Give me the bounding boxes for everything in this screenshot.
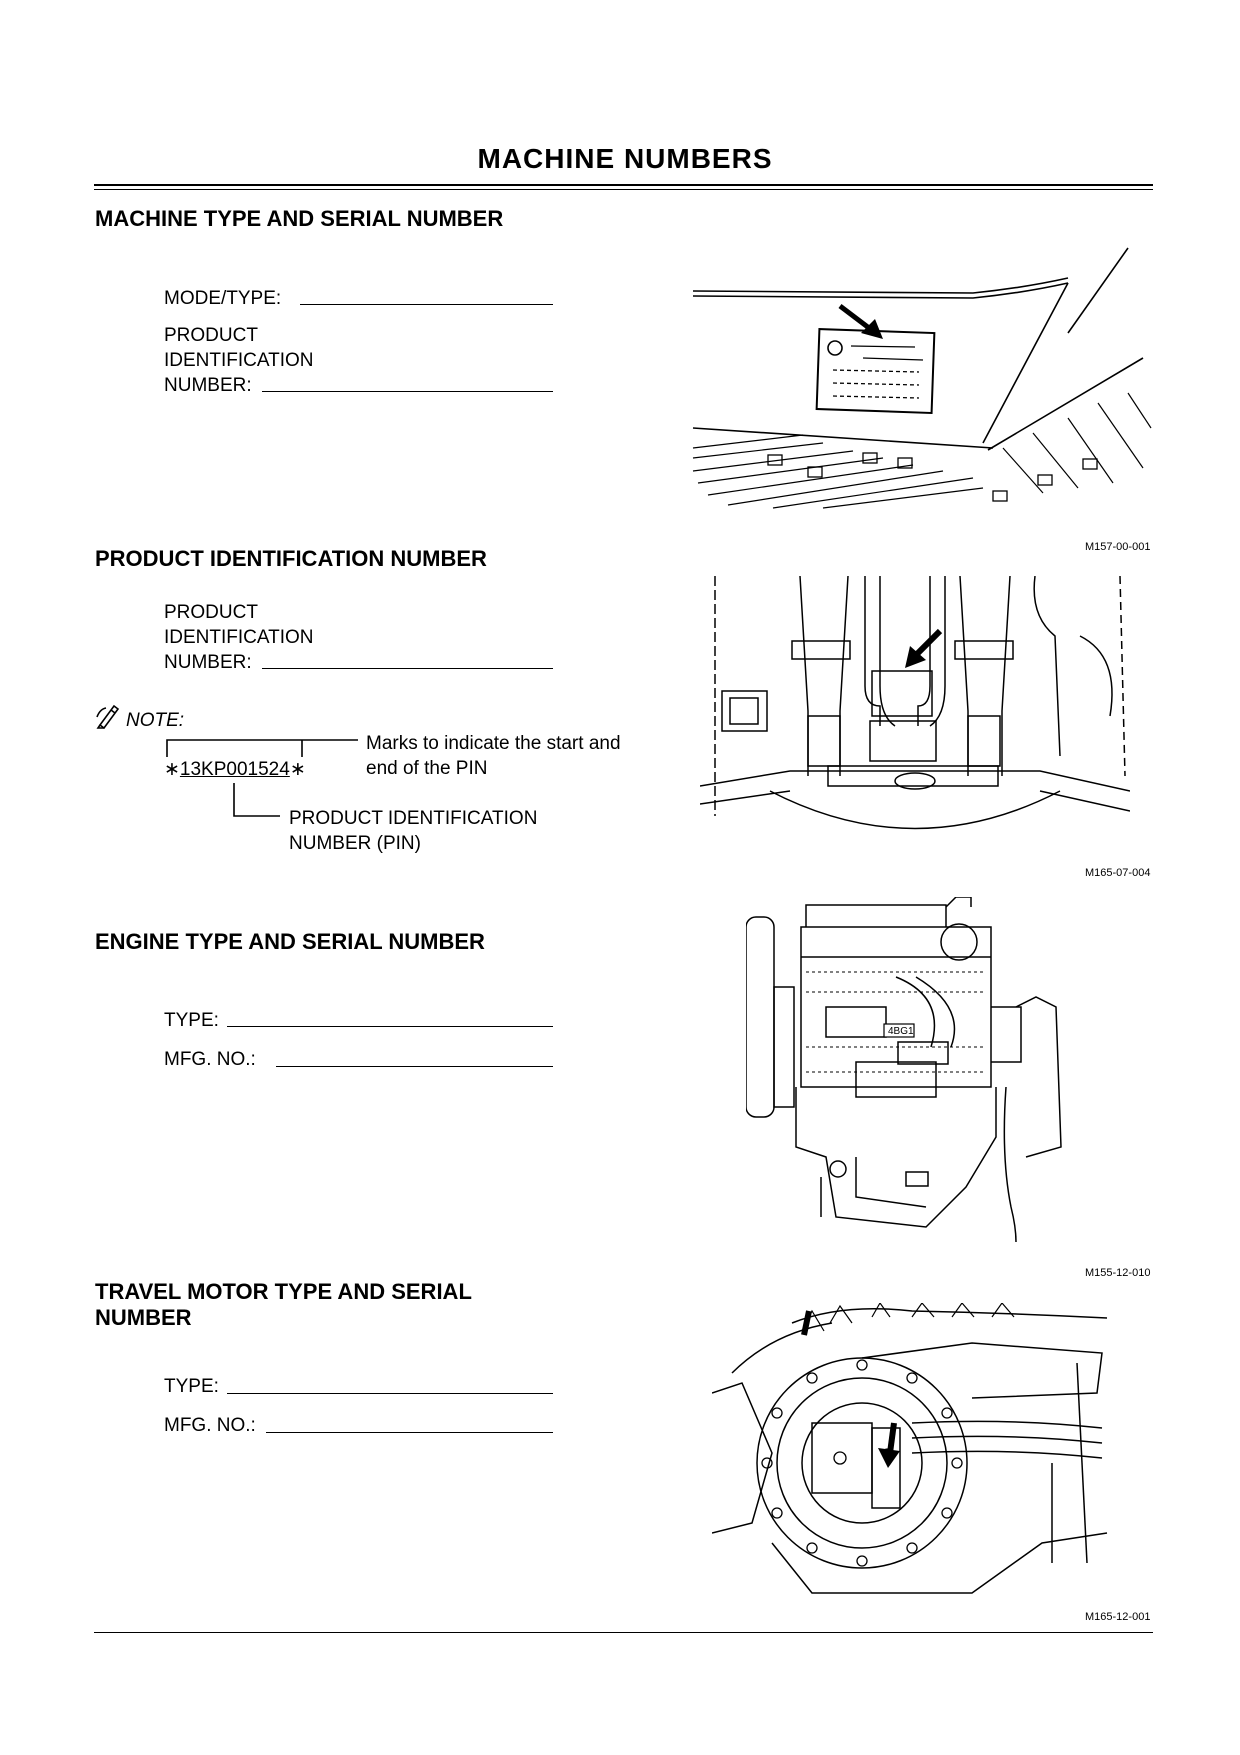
figure-code-1: M157-00-001	[1085, 541, 1151, 553]
engine-figure	[746, 897, 1072, 1252]
footer-rule	[94, 1632, 1153, 1633]
pin-end-marker: ∗	[289, 759, 306, 780]
mode-type-fill-line	[300, 304, 553, 305]
pin2-label-line1: PRODUCT	[164, 602, 258, 623]
pointer-arrow-icon	[804, 1311, 809, 1335]
engine-type-fill-line	[227, 1026, 553, 1027]
note-label: NOTE:	[126, 710, 185, 731]
pin-fill-line	[262, 391, 553, 392]
page-title: MACHINE NUMBERS	[477, 143, 773, 174]
pin-label-line2: IDENTIFICATION	[164, 350, 314, 371]
motor-pointer-arrow-icon	[878, 1423, 900, 1468]
marks-text-line2: end of the PIN	[366, 758, 488, 779]
figure-code-4: M165-12-001	[1085, 1611, 1151, 1623]
travel-motor-figure	[712, 1303, 1114, 1600]
mode-type-label: MODE/TYPE:	[164, 288, 282, 309]
pin2-label-line3: NUMBER:	[164, 652, 252, 673]
pin-location-figure	[700, 576, 1130, 838]
pin-label-caption-line1: PRODUCT IDENTIFICATION	[289, 808, 538, 829]
pin2-fill-line	[262, 668, 553, 669]
pointer-arrow-icon	[905, 631, 940, 668]
travel-mfg-label: MFG. NO.:	[164, 1415, 256, 1436]
figure-code-3: M155-12-010	[1085, 1267, 1151, 1279]
figure-code-2: M165-07-004	[1085, 867, 1151, 879]
pin-example-number: 13KP001524	[179, 759, 290, 780]
engine-mfg-fill-line	[276, 1066, 553, 1067]
travel-mfg-fill-line	[266, 1432, 553, 1433]
nameplate-location-figure	[683, 243, 1153, 511]
pointer-arrow-icon	[840, 306, 883, 339]
section-heading-machine-type: MACHINE TYPE AND SERIAL NUMBER	[95, 206, 504, 231]
title-rule-bottom	[94, 189, 1153, 190]
engine-mfg-label: MFG. NO.:	[164, 1049, 256, 1070]
marks-text-line1: Marks to indicate the start and	[366, 733, 621, 754]
pencil-note-icon	[96, 703, 120, 729]
pin-example	[164, 757, 306, 782]
section-heading-pin: PRODUCT IDENTIFICATION NUMBER	[95, 546, 487, 571]
engine-type-label: TYPE:	[164, 1010, 219, 1031]
section-heading-travel-motor-line2: NUMBER	[95, 1305, 192, 1330]
section-heading-engine: ENGINE TYPE AND SERIAL NUMBER	[95, 929, 485, 954]
pin-label-line1: PRODUCT	[164, 325, 258, 346]
section-heading-travel-motor-line1: TRAVEL MOTOR TYPE AND SERIAL	[95, 1279, 472, 1304]
pin-label-caption-line2: NUMBER (PIN)	[289, 833, 421, 854]
pin-start-marker: ∗	[164, 759, 180, 780]
pin-label-line3: NUMBER:	[164, 375, 252, 396]
title-rule-top	[94, 184, 1153, 186]
travel-type-fill-line	[227, 1393, 553, 1394]
pin2-label-line2: IDENTIFICATION	[164, 627, 314, 648]
travel-type-label: TYPE:	[164, 1376, 219, 1397]
engine-plate-badge: 4BG1	[888, 1026, 914, 1037]
